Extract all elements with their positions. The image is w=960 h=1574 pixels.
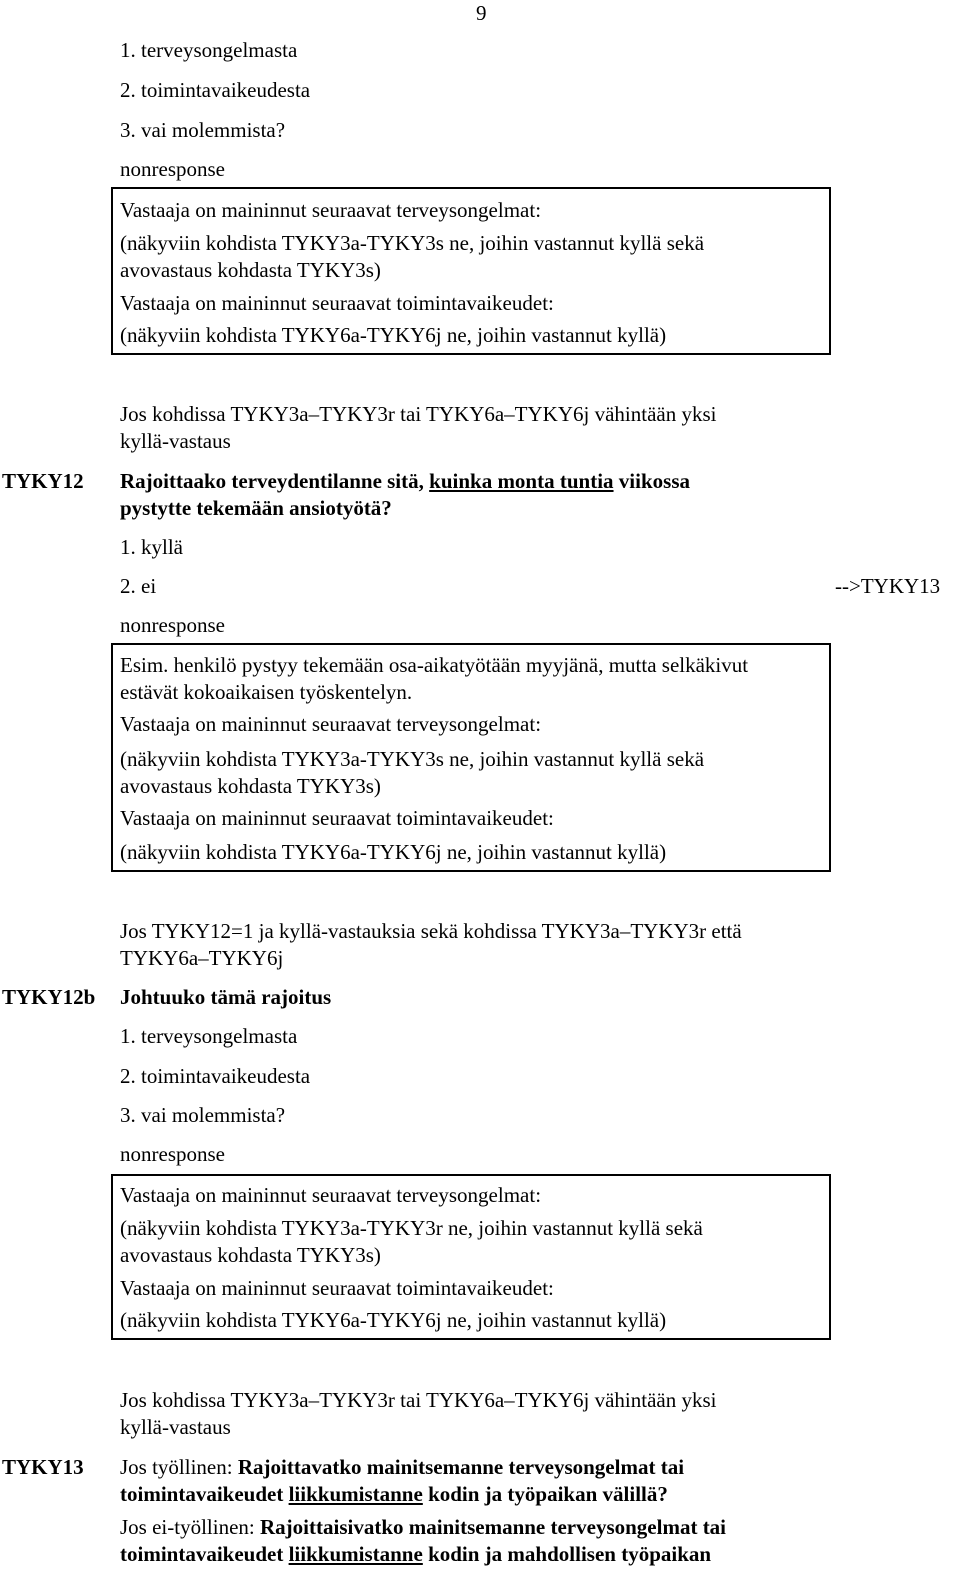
box-line: avovastaus kohdasta TYKY3s)	[120, 774, 381, 798]
question-text: Rajoittaako terveydentilanne sitä, kuinka monta tuntia viikossa	[120, 469, 690, 493]
question-text: toimintavaikeudet liikkumistanne kodin ja mahdollisen työpaikan	[120, 1542, 712, 1566]
nonresponse-label: nonresponse	[120, 157, 225, 181]
page-number: 9	[476, 1, 487, 25]
box-line: Vastaaja on maininnut seuraavat toimintavaikeudet:	[120, 1276, 554, 1300]
box-line: Vastaaja on maininnut seuraavat terveysongelmat:	[120, 1183, 542, 1207]
option-3: 3. vai molemmista?	[120, 118, 286, 142]
option-2: 2. toimintavaikeudesta	[120, 78, 311, 102]
box-line: Vastaaja on maininnut seuraavat toimintavaikeudet:	[120, 806, 554, 830]
condition-line: kyllä-vastaus	[120, 1415, 231, 1439]
box-line: avovastaus kohdasta TYKY3s)	[120, 1243, 381, 1267]
condition-line: Jos TYKY12=1 ja kyllä-vastauksia sekä kohdissa TYKY3a–TYKY3r että	[120, 919, 742, 943]
box-line: (näkyviin kohdista TYKY3a-TYKY3s ne, joihin vastannut kyllä sekä	[120, 747, 705, 771]
box-line: avovastaus kohdasta TYKY3s)	[120, 258, 381, 282]
option-1: 1. terveysongelmasta	[120, 1024, 298, 1048]
condition-line: Jos kohdissa TYKY3a–TYKY3r tai TYKY6a–TYKY6j vähintään yksi	[120, 402, 717, 426]
question-text: Jos työllinen: Rajoittavatko mainitsemanne terveysongelmat tai	[120, 1455, 685, 1479]
condition-line: TYKY6a–TYKY6j	[120, 946, 284, 970]
box-line: Esim. henkilö pystyy tekemään osa-aikatyötään myyjänä, mutta selkäkivut	[120, 653, 749, 677]
box-line: (näkyviin kohdista TYKY6a-TYKY6j ne, joihin vastannut kyllä)	[120, 840, 667, 864]
question-code: TYKY12b	[2, 985, 96, 1009]
condition-line: kyllä-vastaus	[120, 429, 231, 453]
box-line: Vastaaja on maininnut seuraavat terveysongelmat:	[120, 712, 542, 736]
box-line: estävät kokoaikaisen työskentelyn.	[120, 680, 413, 704]
condition-line: Jos kohdissa TYKY3a–TYKY3r tai TYKY6a–TYKY6j vähintään yksi	[120, 1388, 717, 1412]
box-line: (näkyviin kohdista TYKY6a-TYKY6j ne, joihin vastannut kyllä)	[120, 1308, 667, 1332]
option-1: 1. kyllä	[120, 535, 183, 559]
nonresponse-label: nonresponse	[120, 613, 225, 637]
option-1: 1. terveysongelmasta	[120, 38, 298, 62]
box-line: Vastaaja on maininnut seuraavat terveysongelmat:	[120, 198, 542, 222]
box-line: (näkyviin kohdista TYKY3a-TYKY3s ne, joihin vastannut kyllä sekä	[120, 231, 705, 255]
option-2: 2. ei	[120, 574, 157, 598]
option-2: 2. toimintavaikeudesta	[120, 1064, 311, 1088]
box-line: (näkyviin kohdista TYKY3a-TYKY3r ne, joihin vastannut kyllä sekä	[120, 1216, 703, 1240]
question-text: toimintavaikeudet liikkumistanne kodin ja työpaikan välillä?	[120, 1482, 668, 1506]
box-line: (näkyviin kohdista TYKY6a-TYKY6j ne, joihin vastannut kyllä)	[120, 323, 667, 347]
nonresponse-label: nonresponse	[120, 1142, 225, 1166]
question-code: TYKY13	[2, 1455, 84, 1479]
question-code: TYKY12	[2, 469, 84, 493]
question-text: Johtuuko tämä rajoitus	[120, 985, 332, 1009]
question-text: pystytte tekemään ansiotyötä?	[120, 496, 392, 520]
box-line: Vastaaja on maininnut seuraavat toimintavaikeudet:	[120, 291, 554, 315]
question-text: Jos ei-työllinen: Rajoittaisivatko mainitsemanne terveysongelmat tai	[120, 1515, 727, 1539]
option-3: 3. vai molemmista?	[120, 1103, 286, 1127]
skip-instruction: -->TYKY13	[835, 574, 941, 598]
